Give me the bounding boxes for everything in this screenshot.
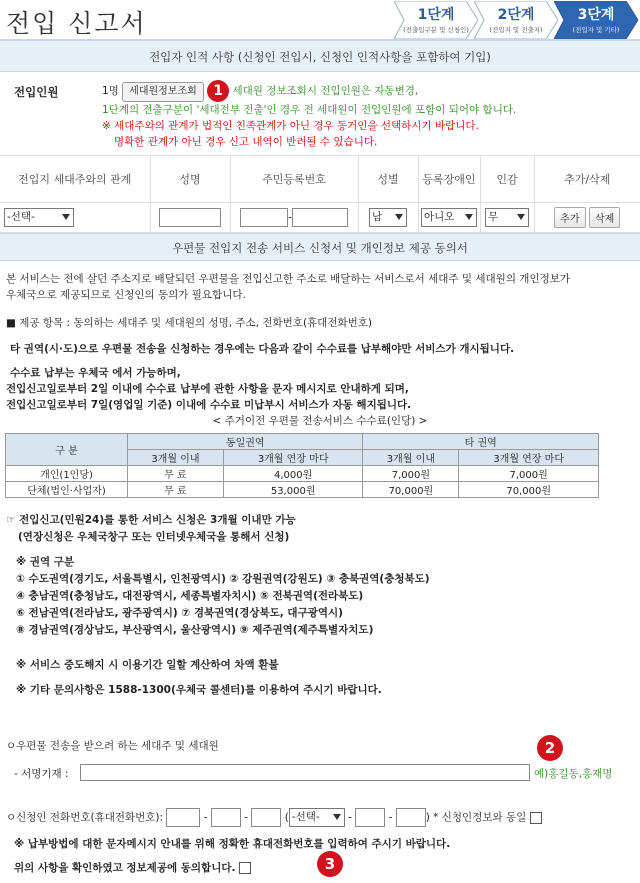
sign-label: - 서명기재 : (14, 768, 69, 780)
step-2-number: 2단계 (497, 7, 535, 23)
fee-sub-other-within: 3개월 이내 (363, 449, 459, 465)
fee-line-2: 전입신고일로부터 2일 이내에 수수료 납부에 관한 사항을 문자 메시지로 안내하게 되며, (6, 382, 409, 395)
delete-button[interactable]: 삭제 (589, 207, 620, 228)
fee-cell: 7,000원 (459, 465, 599, 481)
fee-col-same-zone: 동일권역 (128, 433, 363, 449)
agree-row (14, 860, 251, 875)
phone-row: ㅇ신청인 전화번호(휴대전화번호): - - ( -선택- - - ) * 신청인정보와 동일 (6, 808, 542, 827)
fee-cell: 70,000원 (459, 481, 599, 497)
fee-row-label: 단체(법인·사업자) (6, 481, 128, 497)
gender-select[interactable]: 남 (369, 208, 407, 227)
fee-sub-same-within: 3개월 이내 (128, 449, 224, 465)
resident-id-back-input[interactable] (292, 208, 348, 227)
household-lookup-button[interactable]: 세대원정보조회 (122, 82, 204, 102)
callout-badge-1: 1 (207, 80, 229, 102)
seal-cell (480, 202, 534, 232)
notes-block (0, 498, 640, 699)
fee-line-3: 전입신고일로부터 7일(영업일 기준) 이내에 수수료 미납부시 서비스가 자동 해지됩니다. (6, 398, 412, 411)
section-title-mover-info: 전입자 인적 사항 (신청인 전입시, 신청인 인적사항을 포함하여 기입) (0, 40, 640, 72)
col-disabled: 등록장애인 (418, 156, 480, 202)
step-1-subtitle: (전출입구분 및 신청인) (403, 26, 469, 34)
table-row (6, 465, 599, 481)
step-1-number: 1단계 (417, 7, 455, 23)
add-button[interactable]: 추가 (554, 207, 585, 228)
mover-table-header (0, 156, 640, 202)
same-as-applicant-checkbox[interactable] (530, 812, 542, 824)
fee-notice: 타 권역(시·도)으로 우편물 전송을 신청하는 경우에는 다음과 같이 수수료를 납부해야만 서비스가 개시됩니다. (10, 342, 515, 355)
consent-body (0, 261, 640, 429)
page-title: 전입 신고서 (6, 9, 147, 38)
phone-notice: ※ 납부방법에 대한 문자메시지 안내를 위해 정확한 휴대전화번호를 입력하여 주시기 바랍니다. (14, 838, 451, 850)
zone-line-3: ⑥ 전남권역(전라남도, 광주광역시) ⑦ 경북권역(경상북도, 대구광역시) (16, 606, 343, 619)
mover-note-2: 1단계의 전출구분이 '세대전부 전출'인 경우 전 세대원이 전입인원에 포함이 되어야 합니다. (102, 104, 517, 116)
add-delete-cell (534, 202, 640, 232)
signature-input[interactable] (80, 764, 530, 781)
col-seal: 인감 (480, 156, 534, 202)
agree-checkbox[interactable] (239, 862, 251, 874)
relation-cell (0, 202, 150, 232)
resident-id-front-input[interactable] (240, 208, 288, 227)
note-extension: (연장신청은 우체국창구 또는 인터넷우체국을 통해서 신청) (18, 530, 290, 543)
refund-note: ※ 서비스 중도해지 시 이용기간 일할 계산하여 차액 환불 (16, 658, 279, 671)
mover-note-3: ※ 세대주와의 관계가 법적인 친족관계가 아닌 경우 동거인을 선택하시기 바랍니다. (102, 120, 479, 132)
fee-cell: 4,000원 (223, 465, 363, 481)
seal-select[interactable]: 무 (485, 208, 529, 227)
fee-sub-same-extend: 3개월 연장 마다 (223, 449, 363, 465)
col-add-delete: 추가/삭제 (534, 156, 640, 202)
disabled-select[interactable]: 아니오 (421, 208, 477, 227)
mobile-carrier-select[interactable]: -선택- (289, 808, 345, 827)
fee-col-division: 구 분 (6, 433, 128, 465)
step-1 (394, 1, 478, 39)
table-row (6, 481, 599, 497)
recipients-label: ㅇ우편물 전송을 받으려 하는 세대주 및 세대원 (6, 740, 219, 752)
mobile-part-2-input[interactable] (355, 808, 385, 827)
disabled-cell (418, 202, 480, 232)
fee-col-other-zone: 타 권역 (363, 433, 599, 449)
inquiry-note: ※ 기타 문의사항은 1588-1300(우체국 콜센터)를 이용하여 주시기 바랍니다. (16, 683, 382, 696)
callout-badge-2: 2 (537, 735, 563, 761)
name-cell (150, 202, 230, 232)
col-gender: 성별 (358, 156, 418, 202)
col-name: 성명 (150, 156, 230, 202)
name-input[interactable] (159, 208, 221, 227)
phone-label: ㅇ신청인 전화번호(휴대전화번호): (6, 811, 164, 824)
callout-badge-3: 3 (317, 851, 343, 877)
same-as-applicant-label: * 신청인정보와 동일 (433, 811, 527, 824)
phone-part-3-input[interactable] (251, 808, 281, 827)
phone-part-1-input[interactable] (166, 808, 200, 827)
zone-line-4: ⑧ 경남권역(경상남도, 부산광역시, 울산광역시) ⑨ 제주권역(제주특별자치도) (16, 623, 374, 636)
zone-line-2: ④ 충남권역(충청남도, 대전광역시, 세종특별자치시) ⑤ 전북권역(전라북도) (16, 589, 364, 602)
gender-cell (358, 202, 418, 232)
table-row (0, 202, 640, 232)
mover-table (0, 156, 640, 233)
mover-count-row (0, 72, 640, 156)
zone-title: ※ 권역 구분 (16, 555, 75, 568)
note-3-months: ☞ 전입신고(민원24)를 통한 서비스 신청은 3개월 이내만 가능 (6, 513, 296, 526)
sign-example: 예)홍길동,홍재명 (534, 768, 613, 780)
resident-id-dash: - (288, 210, 292, 223)
mover-count-label: 전입인원 (14, 85, 59, 99)
resident-id-cell (230, 202, 358, 232)
step-indicator (398, 1, 638, 39)
fee-cell: 무 료 (128, 465, 224, 481)
fee-cell: 무 료 (128, 481, 224, 497)
mover-note-1: 세대원 정보조회시 전입인원은 자동변경, (232, 85, 419, 97)
col-relation: 전입지 세대주와의 관계 (0, 156, 150, 202)
fee-cell: 53,000원 (223, 481, 363, 497)
step-2 (474, 1, 558, 39)
agree-label: 위의 사항을 확인하였고 정보제공에 동의합니다. (14, 862, 236, 874)
fee-sub-other-extend: 3개월 연장 마다 (459, 449, 599, 465)
step-2-subtitle: (전입지 및 전출지) (489, 26, 543, 34)
mobile-part-3-input[interactable] (396, 808, 426, 827)
mover-note-4: 명확한 관계가 아닌 경우 신고 내역이 반려될 수 있습니다. (114, 136, 378, 148)
zone-line-1: ① 수도권역(경기도, 서울특별시, 인천광역시) ② 강원권역(강원도) ③ 충북권역(충청북도) (16, 572, 430, 585)
fee-cell: 70,000원 (363, 481, 459, 497)
fee-row-label: 개인(1인당) (6, 465, 128, 481)
mover-count-body (80, 72, 640, 155)
section-title-postal-service: 우편물 전입지 전송 서비스 신청서 및 개인정보 제공 동의서 (0, 233, 640, 261)
consent-items: ■ 제공 항목 : 동의하는 세대주 및 세대원의 성명, 주소, 전화번호(휴대전화번호) (6, 316, 372, 329)
step-3-number: 3단계 (577, 7, 615, 23)
relation-select[interactable]: -선택- (4, 208, 74, 227)
phone-part-2-input[interactable] (211, 808, 241, 827)
fee-table (5, 433, 599, 498)
step-3-active (554, 1, 638, 39)
fee-table-caption: < 주거이전 우편물 전송서비스 수수료(인당) > (212, 414, 428, 427)
consent-intro-1: 본 서비스는 전에 살던 주소지로 배달되던 우편물을 전입신고한 주소로 배달하는 서비스로서 세대주 및 세대원의 개인정보가 (6, 272, 571, 285)
fee-line-1: 수수료 납부는 우체국 에서 가능하며, (10, 366, 181, 379)
consent-intro-2: 우체국으로 제공되므로 신청인의 동의가 필요합니다. (6, 288, 246, 301)
mover-count-value: 1명 (102, 85, 119, 97)
page-header (0, 0, 640, 40)
col-resident-id: 주민등록번호 (230, 156, 358, 202)
fee-cell: 7,000원 (363, 465, 459, 481)
step-3-subtitle: (전입자 및 기타) (572, 26, 620, 34)
